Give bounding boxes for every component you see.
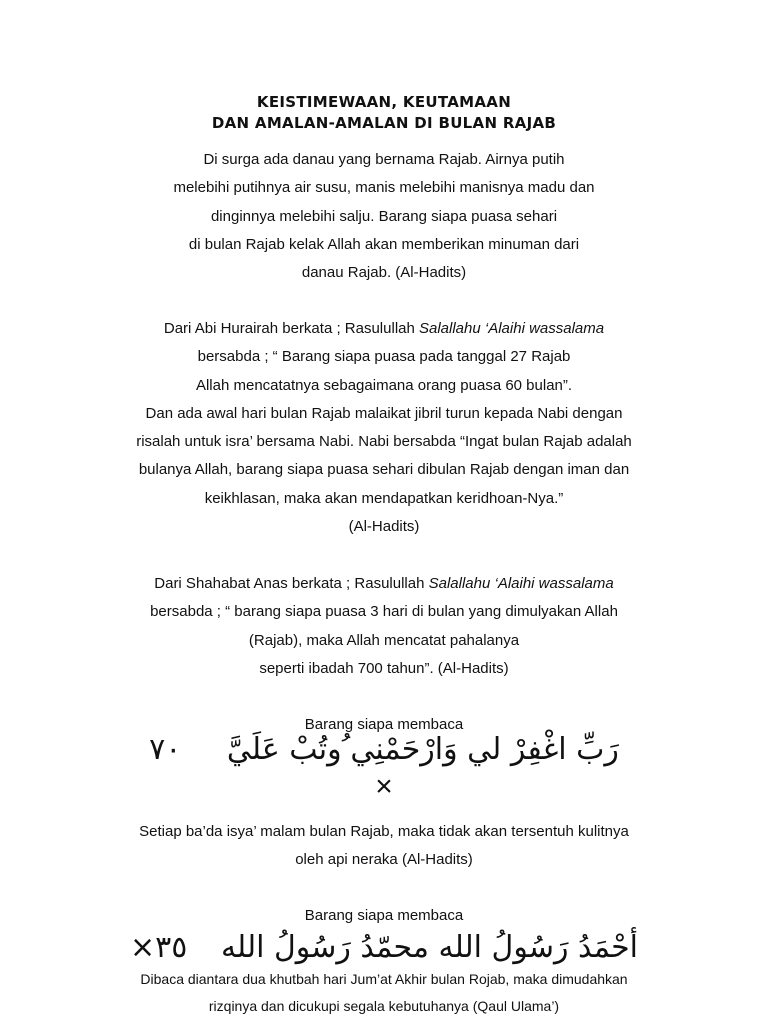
text-line: (Rajab), maka Allah mencatat pahalanya	[248, 631, 520, 649]
dhikr-2-label: Barang siapa membaca	[304, 907, 464, 924]
dhikr-1-times: ×	[375, 770, 393, 803]
text-line: bulanya Allah, barang siapa puasa sehari dibulan Rajab dengan iman dan	[138, 461, 630, 479]
text-line: Setiap ba’da isya’ malam bulan Rajab, maka tidak akan tersentuh kulitnya	[139, 823, 629, 840]
italic-phrase: Salallahu ‘Alaihi wassalama	[428, 575, 614, 592]
text-line: Di surga ada danau yang bernama Rajab. Airnya putih	[203, 151, 565, 168]
dhikr-2-text: أحْمَدُ رَسُولُ الله محمّدُ رَسُولُ الله	[220, 930, 638, 965]
paragraph-5	[60, 966, 708, 1020]
dhikr-2-count: ×٣٥	[130, 930, 188, 965]
dhikr-1-arabic	[0, 732, 768, 767]
paragraph-3	[60, 570, 708, 683]
text-line: Dan ada awal hari bulan Rajab malaikat jibril turun kepada Nabi dengan	[145, 404, 623, 422]
text-line: melebihi putihnya air susu, manis melebihi manisnya madu dan	[173, 179, 595, 197]
text-line: (Al-Hadits)	[348, 518, 420, 536]
text-line: rizqinya dan dicukupi segala kebutuhanya (Qaul Ulama’)	[208, 998, 560, 1014]
text-line: bersabda ; “ Barang siapa puasa pada tanggal 27 Rajab	[197, 348, 571, 366]
paragraph-2	[60, 315, 708, 541]
text-line: dinginnya melebihi salju. Barang siapa puasa sehari	[210, 207, 558, 225]
text-line: seperti ibadah 700 tahun”. (Al-Hadits)	[259, 659, 509, 677]
text-line: bersabda ; “ barang siapa puasa 3 hari di bulan yang dimulyakan Allah	[150, 603, 618, 621]
text-prefix: Dari Shahabat Anas berkata ; Rasulullah	[154, 575, 429, 592]
paragraph-4	[60, 818, 708, 875]
text-prefix: Dari Abi Hurairah berkata ; Rasulullah	[163, 320, 419, 337]
text-line: risalah untuk isra’ bersama Nabi. Nabi bersabda “Ingat bulan Rajab adalah	[136, 433, 632, 451]
dhikr-2-arabic	[0, 930, 768, 965]
text-line: Dibaca diantara dua khutbah hari Jum’at Akhir bulan Rojab, maka dimudahkan	[140, 971, 628, 987]
text-line: danau Rajab. (Al-Hadits)	[301, 264, 467, 282]
text-line	[60, 315, 708, 343]
dhikr-1-label: Barang siapa membaca	[304, 716, 464, 733]
text-line: oleh api neraka (Al-Hadits)	[295, 851, 473, 869]
paragraph-1	[60, 146, 708, 287]
dhikr-1-text: رَبِّ اغْفِرْ لي وَارْحَمْنِي ُوتُبْ عَلَيَّ	[226, 732, 619, 767]
text-line	[60, 570, 708, 598]
dhikr-1-count: ٧٠	[149, 732, 182, 767]
italic-phrase: Salallahu ‘Alaihi wassalama	[419, 320, 605, 337]
text-line: di bulan Rajab kelak Allah akan memberikan minuman dari	[188, 235, 580, 253]
text-line: Allah mencatatnya sebagaimana orang puasa 60 bulan”.	[195, 376, 573, 394]
text-line: keikhlasan, maka akan mendapatkan keridhoan-Nya.”	[204, 489, 564, 507]
title-line-2: DAN AMALAN-AMALAN DI BULAN RAJAB	[211, 114, 557, 132]
title-line-1: KEISTIMEWAAN, KEUTAMAAN	[256, 93, 512, 111]
